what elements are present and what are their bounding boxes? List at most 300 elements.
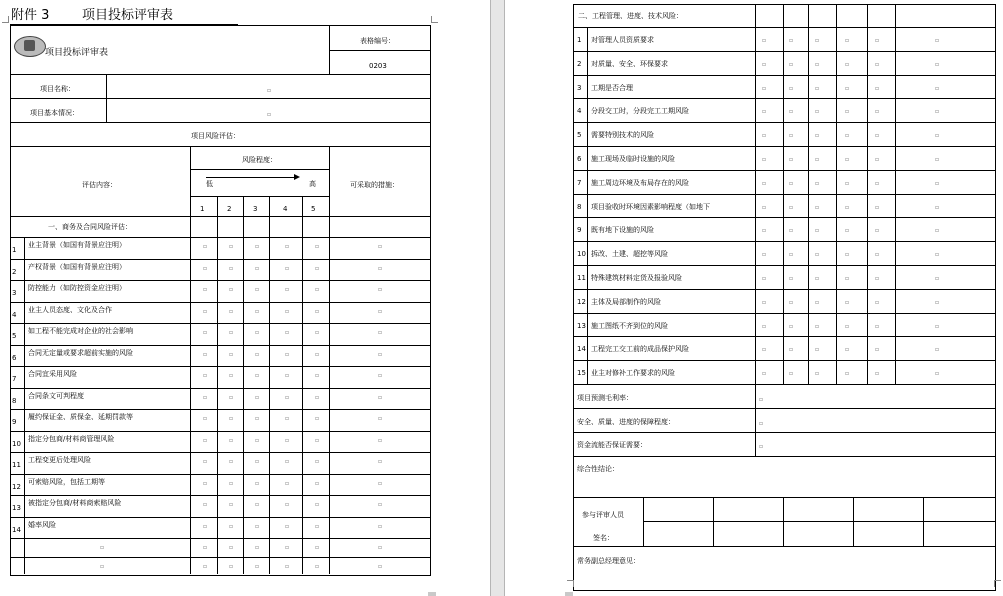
cell-mark: ▫ (255, 501, 260, 508)
row-line (10, 452, 430, 453)
row-line (573, 289, 995, 290)
cell-mark: ▫ (285, 307, 290, 315)
margin-mark (431, 16, 438, 23)
cell-mark: ▫ (203, 436, 208, 444)
row-line (10, 431, 430, 432)
risk-item: 对质量、安全、环保要求 (591, 59, 668, 68)
company-logo (14, 36, 46, 57)
row-line (10, 302, 430, 303)
cell-mark: ▫ (789, 203, 794, 211)
guarantee-label: 安全、质量、进度的保障程度： (577, 418, 675, 426)
cell-mark: ▫ (285, 501, 290, 508)
cell-mark: ▫ (315, 479, 320, 487)
cell-mark: ▫ (203, 243, 208, 250)
cell-mark: ▫ (762, 84, 767, 92)
cell-mark: ▫ (815, 179, 820, 187)
expected-profit-label: 项目预测毛利率： (577, 394, 633, 402)
cell-mark: ▫ (789, 60, 794, 68)
cell-mark: ▫ (229, 372, 234, 379)
row-number: 7 (577, 178, 582, 187)
cell-mark: ▫ (875, 108, 880, 116)
cell-mark: ▫ (935, 227, 940, 235)
cell-mark: ▫ (315, 372, 320, 379)
cell-mark: ▫ (315, 350, 320, 358)
risk-item: 施工周边环境及布局存在的风险 (591, 178, 689, 187)
cell-mark: ▫ (378, 501, 383, 508)
cell-mark: ▫ (203, 307, 208, 315)
cell-mark: ▫ (285, 458, 290, 465)
cell-mark: ▫ (285, 479, 290, 487)
attachment-label: 附件 3 (11, 8, 50, 23)
cell-mark: ▫ (229, 286, 234, 293)
row-number: 2 (12, 267, 17, 276)
cell-mark: ▫ (935, 203, 940, 211)
risk-eval-header: 项目风险评估： (191, 132, 240, 140)
cell-mark: ▫ (845, 132, 850, 140)
cell-mark: ▫ (203, 458, 208, 465)
cell-mark: ▫ (845, 60, 850, 68)
cell-mark: ▫ (845, 84, 850, 92)
cell-mark: ▫ (378, 286, 383, 293)
cell-mark: ▫ (789, 298, 794, 306)
cell-mark: ▫ (255, 372, 260, 379)
cell-mark: ▫ (378, 329, 383, 336)
cell-mark: ▫ (762, 227, 767, 235)
cell-mark: ▫ (229, 563, 234, 570)
cell-mark: ▫ (378, 563, 383, 570)
risk-item: 施工图纸不齐到位的风险 (591, 321, 668, 330)
cell-mark: ▫ (815, 132, 820, 140)
cell-mark: ▫ (762, 37, 767, 44)
cell-mark: ▫ (875, 132, 880, 140)
risk-item: 工程变更后处理风险 (28, 456, 91, 464)
section1-title: 一、商务及合同风险评估： (48, 223, 132, 231)
cell-mark: ▫ (789, 156, 794, 163)
level-1: 1 (200, 205, 205, 213)
cell-mark: ▫ (815, 108, 820, 116)
risk-item: 业主人员态度、文化及合作 (28, 305, 112, 314)
form-frame (10, 25, 431, 576)
cell-mark: ▫ (315, 544, 320, 551)
cell-mark: ▫ (935, 132, 940, 140)
row-line (573, 51, 995, 52)
cell-mark: ▫ (815, 227, 820, 235)
cell-mark: ▫ (845, 298, 850, 306)
row-number: 11 (12, 461, 21, 469)
cell-mark: ▫ (845, 275, 850, 282)
eval-content-label: 评估内容： (82, 181, 117, 189)
cell-mark: ▫ (285, 372, 290, 379)
form-title: 项目投标评审表 (45, 48, 109, 58)
risk-item: 合同宜采用风险 (28, 370, 77, 378)
risk-item: 指定分包商/材料商管理风险 (28, 434, 115, 443)
left-page: 附件 3 项目投标评审表 项目投标评审表 表格编号： 0203 项目名称： ▫ 项目基本情况： ▫ 项目风险评估： 评估内容： 风险程度： 低 高 可采取的措施： 1 2 3 4 5 一、商务及合同风险评估： 1 业主背景（如国有背景应注明） ▫ ▫ ▫ ▫ ▫ ▫ 2 产权背景（如国有背景应注明） ▫ ▫ ▫ ▫ ▫ ▫ 3 防控能力（如防控资金应注明） ▫ ▫ ▫ ▫ ▫ ▫ 4 业主人员态度、文化及合作 ▫ ▫ ▫ ▫ ▫ ▫ 5 如工程不能完成对企业的社会影响 ▫ ▫ ▫ ▫ ▫ ▫ 6 合同无定量或要求超前实施的风险 ▫ ▫ ▫ ▫ ▫ ▫ 7 合同宜采用风险 ▫ ▫ ▫ ▫ ▫ ▫ 8 合同条文可判程度 ▫ ▫ ▫ ▫ ▫ ▫ 9 履约保证金、质保金、延期罚款等 ▫ ▫ ▫ ▫ ▫ ▫ 10 指定分包商/材料商管理风险 ▫ ▫ ▫ ▫ ▫ ▫ 11 工程变更后处理风险 ▫ ▫ ▫ ▫ ▫ ▫ 12 可索赔风险，包括工期等 ▫ ▫ ▫ ▫ ▫ ▫ 13 被指定分包商/材料商索赔风险 ▫ ▫ ▫ ▫ ▫ ▫ 14 婚率风险 ▫ ▫ ▫ ▫ ▫ ▫ ▫ ▫ ▫ ▫ ▫ ▫ ▫ ▫ ▫ ▫ ▫ ▫ ▫ ▫ (0, 0, 490, 596)
row-line (10, 495, 430, 496)
risk-item: 分段交工时，分段完工工期风险 (591, 107, 689, 116)
cell-mark: ▫ (378, 436, 383, 444)
cell-mark: ▫ (285, 243, 290, 250)
cell-mark: ▫ (100, 563, 105, 570)
cell-mark: ▫ (378, 522, 383, 530)
risk-item: 如工程不能完成对企业的社会影响 (28, 327, 133, 335)
cell-mark: ▫ (255, 458, 260, 465)
risk-arrow (206, 177, 294, 178)
cell-mark: ▫ (285, 393, 290, 401)
cell-mark: ▫ (203, 372, 208, 379)
cell-mark: ▫ (875, 370, 880, 378)
conclusion-label: 综合性结论： (577, 465, 619, 473)
cell-mark: ▫ (845, 251, 850, 259)
cell-mark: ▫ (845, 37, 850, 44)
level-2: 2 (227, 205, 232, 213)
cell-mark: ▫ (255, 415, 260, 422)
cell-mark: ▫ (789, 132, 794, 140)
row-number: 9 (12, 418, 17, 426)
cell-mark: ▫ (203, 501, 208, 508)
risk-degree-label: 风险程度： (242, 156, 277, 164)
risk-item: 产权背景（如国有背景应注明） (28, 262, 126, 271)
cell-mark: ▫ (815, 60, 820, 68)
cell-mark: ▫ (229, 458, 234, 465)
risk-item: 需要特别技术的风险 (591, 131, 654, 140)
cell-mark: ▫ (845, 322, 850, 330)
cell-mark: ▫ (815, 203, 820, 211)
risk-item: 婚率风险 (28, 520, 56, 529)
cell-mark: ▫ (875, 156, 880, 163)
cell-mark: ▫ (285, 329, 290, 336)
cell-mark: ▫ (203, 329, 208, 336)
cell-mark: ▫ (762, 346, 767, 354)
cell-mark: ▫ (255, 307, 260, 315)
cell-mark: ▫ (285, 415, 290, 422)
high-label: 高 (309, 180, 316, 188)
row-line (573, 241, 995, 242)
row-number: 9 (577, 226, 582, 235)
row-number: 11 (577, 274, 586, 282)
cell-mark: ▫ (378, 372, 383, 379)
risk-item: 对管理人员资质要求 (591, 36, 654, 44)
cell-mark: ▫ (378, 307, 383, 315)
cell-mark: ▫ (315, 501, 320, 508)
cell-mark: ▫ (935, 298, 940, 306)
row-number: 12 (12, 482, 21, 491)
right-page: 二、工程管理、进度、技术风险： 1 对管理人员资质要求 ▫ ▫ ▫ ▫ ▫ ▫ 2 对质量、安全、环保要求 ▫ ▫ ▫ ▫ ▫ ▫ 3 工期是否合理 ▫ ▫ ▫ ▫ ▫ ▫ 4 分段交工时，分段完工工期风险 ▫ ▫ ▫ ▫ ▫ ▫ 5 需要特别技术的风险 ▫ ▫ ▫ ▫ ▫ ▫ 6 施工现场及临时设施的风险 ▫ ▫ ▫ ▫ ▫ ▫ 7 施工周边环境及布局存在的风险 ▫ ▫ ▫ ▫ ▫ ▫ 8 项目验收时环境因素影响程度（如地下 ▫ ▫ ▫ ▫ ▫ ▫ 9 既有地下设施的风险 ▫ ▫ ▫ ▫ ▫ ▫ 10 拆改、土建、超挖等风险 ▫ ▫ ▫ ▫ ▫ ▫ 11 特殊建筑材料定货及报验风险 ▫ ▫ ▫ ▫ ▫ ▫ 12 主体及局部制作的风险 ▫ ▫ ▫ ▫ ▫ ▫ 13 施工图纸不齐到位的风险 ▫ ▫ ▫ ▫ ▫ ▫ 14 工程完工交工前的成品保护风险 ▫ ▫ ▫ ▫ ▫ ▫ 15 业主对修补工作要求的风险 ▫ ▫ ▫ ▫ ▫ ▫ 项目预测毛利率： ▫ 安全、质量、进度的保障程度： ▫ 资金流能否保证需要： ▫ 综合性结论： 参与评审人员 签名： 常务副总经理意见： (505, 0, 1003, 596)
cell-mark: ▫ (285, 563, 290, 570)
cell-mark: ▫ (875, 60, 880, 68)
row-line (10, 388, 430, 389)
cell-mark: ▫ (315, 264, 320, 272)
cell-mark: ▫ (815, 251, 820, 259)
cell-mark: ▫ (285, 436, 290, 444)
row-number: 14 (12, 525, 21, 534)
cell-mark: ▫ (378, 393, 383, 401)
row-line (10, 280, 430, 281)
cell-mark: ▫ (378, 458, 383, 465)
cell-mark: ▫ (285, 286, 290, 293)
row-number: 3 (577, 83, 582, 92)
cell-mark: ▫ (100, 544, 105, 551)
row-number: 10 (577, 250, 586, 259)
cell-mark: ▫ (315, 243, 320, 250)
risk-item: 履约保证金、质保金、延期罚款等 (28, 413, 133, 421)
row-line (573, 170, 995, 171)
cell-mark: ▫ (229, 264, 234, 272)
cell-mark: ▫ (315, 307, 320, 315)
cell-mark: ▫ (935, 84, 940, 92)
row-line (573, 146, 995, 147)
risk-item: 工程完工交工前的成品保护风险 (591, 345, 689, 354)
cell-mark: ▫ (203, 544, 208, 551)
risk-item: 施工现场及临时设施的风险 (591, 155, 675, 163)
cell-mark: ▫ (229, 350, 234, 358)
arrow-head (294, 174, 300, 180)
cell-mark: ▫ (789, 275, 794, 282)
scroll-indicator (565, 592, 573, 596)
cell-mark: ▫ (762, 275, 767, 282)
cell-mark: ▫ (875, 203, 880, 211)
cell-mark: ▫ (875, 37, 880, 44)
cell-mark: ▫ (762, 179, 767, 187)
row-number: 1 (12, 246, 17, 254)
cell-mark: ▫ (875, 298, 880, 306)
cell-mark: ▫ (229, 329, 234, 336)
cell-mark: ▫ (315, 458, 320, 465)
row-line (573, 217, 995, 218)
deputy-opinion-label: 常务副总经理意见： (577, 557, 640, 565)
cell-mark: ▫ (203, 350, 208, 358)
cell-mark: ▫ (845, 179, 850, 187)
scroll-indicator (428, 592, 436, 596)
cell-mark: ▫ (229, 393, 234, 401)
row-number: 7 (12, 375, 17, 383)
row-number: 3 (12, 289, 17, 297)
cell-mark: ▫ (875, 322, 880, 330)
cell-mark: ▫ (875, 251, 880, 259)
margin-mark (994, 580, 1001, 587)
row-line (573, 75, 995, 76)
cell-mark: ▫ (315, 286, 320, 293)
row-line (10, 517, 430, 518)
cell-mark: ▫ (789, 251, 794, 259)
cell-mark: ▫ (315, 563, 320, 570)
level-3: 3 (253, 205, 258, 213)
row-number: 8 (577, 202, 582, 211)
cell-mark: ▫ (378, 415, 383, 422)
row-line (10, 345, 430, 346)
cell-mark: ▫ (255, 264, 260, 272)
row-line (573, 122, 995, 123)
cell-mark: ▫ (935, 251, 940, 259)
row-number: 15 (577, 369, 586, 378)
cell-mark: ▫ (875, 179, 880, 187)
risk-item: 防控能力（如防控资金应注明） (28, 284, 126, 292)
cell-mark: ▫ (762, 251, 767, 259)
cell-mark: ▫ (935, 60, 940, 68)
cell-mark: ▫ (789, 227, 794, 235)
cell-mark: ▫ (762, 60, 767, 68)
risk-item: 拆改、土建、超挖等风险 (591, 250, 668, 259)
row-line (573, 265, 995, 266)
level-4: 4 (283, 205, 288, 213)
cell-mark: ▫ (935, 322, 940, 330)
cell-mark: ▫ (255, 329, 260, 336)
cell-mark: ▫ (815, 37, 820, 44)
page-edge (490, 0, 491, 596)
risk-item: 可索赔风险，包括工期等 (28, 477, 105, 486)
cell-mark: ▫ (845, 370, 850, 378)
cell-mark: ▫ (845, 108, 850, 116)
row-number: 13 (577, 321, 586, 330)
cell-mark: ▫ (255, 522, 260, 530)
row-line (10, 474, 430, 475)
risk-item: 主体及局部制作的风险 (591, 297, 661, 306)
cell-mark: ▫ (229, 479, 234, 487)
cell-mark: ▫ (875, 84, 880, 92)
cell-mark: ▫ (255, 544, 260, 551)
row-number: 6 (577, 155, 582, 163)
row-line (573, 336, 995, 337)
cell-mark: ▫ (229, 415, 234, 422)
cell-mark: ▫ (935, 370, 940, 378)
section2-title: 二、工程管理、进度、技术风险： (578, 12, 683, 20)
risk-item: 被指定分包商/材料商索赔风险 (28, 499, 122, 507)
reviewers-label: 参与评审人员 (582, 511, 624, 519)
cell-mark: ▫ (229, 544, 234, 551)
cell-mark: ▫ (315, 393, 320, 401)
cell-mark: ▫ (255, 243, 260, 250)
cell-mark: ▫ (845, 227, 850, 235)
cell-mark: ▫ (229, 243, 234, 250)
cell-mark: ▫ (935, 179, 940, 187)
cell-mark: ▫ (935, 275, 940, 282)
cell-mark: ▫ (378, 479, 383, 487)
cell-mark: ▫ (229, 501, 234, 508)
page-gutter (491, 0, 505, 596)
row-number: 13 (12, 504, 21, 512)
row-number: 4 (577, 107, 582, 116)
row-number: 6 (12, 353, 17, 362)
row-line (573, 194, 995, 195)
cell-mark: ▫ (815, 156, 820, 163)
risk-item: 项目验收时环境因素影响程度（如地下 (591, 202, 710, 211)
cell-mark: ▫ (378, 264, 383, 272)
cell-mark: ▫ (285, 350, 290, 358)
cell-mark: ▫ (255, 479, 260, 487)
cell-mark: ▫ (762, 370, 767, 378)
cell-mark: ▫ (203, 264, 208, 272)
cell-mark: ▫ (203, 563, 208, 570)
cell-mark: ▫ (815, 322, 820, 330)
row-line (10, 366, 430, 367)
cell-mark: ▫ (285, 264, 290, 272)
cell-mark: ▫ (789, 322, 794, 330)
row-line (10, 557, 430, 558)
cell-mark: ▫ (789, 84, 794, 92)
row-number: 1 (577, 36, 582, 44)
cell-mark: ▫ (875, 275, 880, 282)
form-number-label: 表格编号： (360, 37, 395, 45)
level-5: 5 (311, 205, 316, 213)
cell-mark: ▫ (762, 156, 767, 163)
cell-mark: ▫ (815, 275, 820, 282)
cell-mark: ▫ (815, 84, 820, 92)
document-title: 项目投标评审表 (82, 8, 174, 23)
row-number: 5 (577, 131, 582, 140)
row-line (573, 98, 995, 99)
risk-item: 合同条文可判程度 (28, 391, 84, 400)
cell-mark: ▫ (203, 479, 208, 487)
cell-mark: ▫ (815, 370, 820, 378)
row-number: 12 (577, 297, 586, 306)
cell-mark: ▫ (789, 108, 794, 116)
cell-mark: ▫ (203, 393, 208, 401)
cell-mark: ▫ (789, 346, 794, 354)
margin-mark (2, 16, 9, 23)
risk-item: 工期是否合理 (591, 83, 633, 92)
cell-mark: ▫ (815, 298, 820, 306)
cell-mark: ▫ (845, 346, 850, 354)
project-name-label: 项目名称： (40, 85, 75, 93)
risk-item: 业主背景（如国有背景应注明） (28, 241, 126, 249)
row-line (10, 409, 430, 410)
row-number: 14 (577, 345, 586, 354)
cell-mark: ▫ (203, 522, 208, 530)
row-number: 10 (12, 439, 21, 448)
cell-mark: ▫ (935, 37, 940, 44)
low-label: 低 (206, 180, 213, 188)
row-line (10, 323, 430, 324)
row-line (10, 259, 430, 260)
sign-label: 签名： (593, 534, 614, 542)
cell-mark: ▫ (789, 370, 794, 378)
cell-mark: ▫ (845, 203, 850, 211)
cell-mark: ▫ (935, 108, 940, 116)
cell-mark: ▫ (378, 350, 383, 358)
row-line (10, 538, 430, 539)
cell-mark: ▫ (789, 179, 794, 187)
cell-mark: ▫ (255, 563, 260, 570)
cell-mark: ▫ (203, 415, 208, 422)
row-number: 8 (12, 396, 17, 405)
cell-mark: ▫ (815, 346, 820, 354)
row-number: 2 (577, 59, 582, 68)
cell-mark: ▫ (875, 227, 880, 235)
cell-mark: ▫ (789, 37, 794, 44)
cell-mark: ▫ (875, 346, 880, 354)
cell-mark: ▫ (762, 298, 767, 306)
cell-mark: ▫ (255, 436, 260, 444)
cell-mark: ▫ (203, 286, 208, 293)
cell-mark: ▫ (255, 350, 260, 358)
cell-mark: ▫ (762, 132, 767, 140)
cell-mark: ▫ (285, 522, 290, 530)
cell-mark: ▫ (315, 436, 320, 444)
cell-mark: ▫ (315, 522, 320, 530)
cashflow-label: 资金流能否保证需要： (577, 441, 647, 449)
risk-item: 特殊建筑材料定货及报验风险 (591, 274, 682, 282)
margin-mark (567, 580, 574, 587)
risk-item: 合同无定量或要求超前实施的风险 (28, 348, 133, 357)
cell-mark: ▫ (762, 108, 767, 116)
project-overview-label: 项目基本情况： (30, 109, 79, 117)
cell-mark: ▫ (229, 436, 234, 444)
risk-item: 业主对修补工作要求的风险 (591, 369, 675, 378)
cell-mark: ▫ (762, 203, 767, 211)
row-number: 4 (12, 310, 17, 319)
cell-mark: ▫ (378, 544, 383, 551)
cell-mark: ▫ (762, 322, 767, 330)
cell-mark: ▫ (285, 544, 290, 551)
